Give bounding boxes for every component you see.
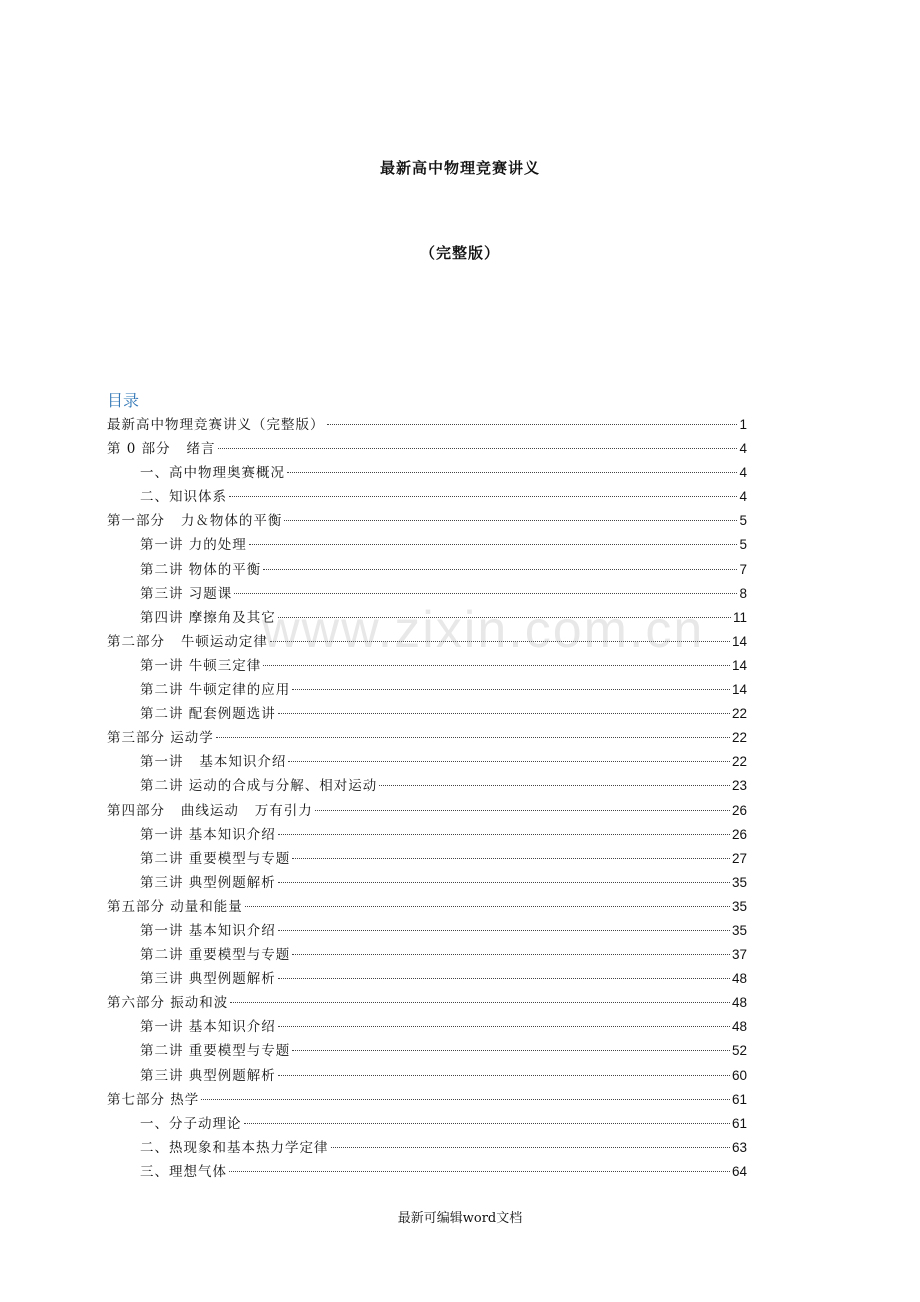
toc-entry[interactable] (107, 413, 747, 437)
document-subtitle: （完整版） (419, 244, 500, 262)
toc-entry-title: 第一讲 力的处理 (140, 537, 247, 554)
toc-dot-leader (327, 424, 738, 425)
toc-entry[interactable] (107, 606, 747, 630)
toc-entry-page: 61 (731, 1115, 747, 1131)
toc-entry[interactable] (107, 630, 747, 654)
toc-entry-page: 4 (739, 489, 747, 505)
toc-entry-title: 第一讲 基本知识介绍 (140, 826, 276, 843)
toc-entry[interactable] (107, 774, 747, 798)
toc-entry[interactable] (107, 991, 747, 1015)
toc-dot-leader (278, 617, 731, 618)
toc-entry-title: 第二讲 牛顿定律的应用 (140, 682, 291, 699)
toc-entry-page: 26 (731, 826, 747, 842)
toc-entry-title: 二、热现象和基本热力学定律 (140, 1139, 329, 1156)
toc-entry-title: 第四部分 曲线运动 万有引力 (107, 802, 313, 819)
toc-entry-title: 第七部分 热学 (107, 1091, 200, 1108)
toc-entry-page: 22 (731, 706, 747, 722)
toc-entry[interactable] (107, 895, 747, 919)
toc-entry-title: 第一讲 基本知识介绍 (140, 1019, 276, 1036)
toc-entry-title: 二、知识体系 (140, 489, 227, 506)
toc-entry-page: 5 (739, 513, 747, 529)
toc-dot-leader (234, 593, 737, 594)
toc-dot-leader (249, 544, 738, 545)
toc-entry-title: 第二讲 重要模型与专题 (140, 850, 291, 867)
toc-entry-page: 35 (731, 922, 747, 938)
toc-dot-leader (331, 1147, 730, 1148)
toc-entry-title: 第一讲 基本知识介绍 (140, 754, 287, 771)
toc-entry-page: 63 (731, 1139, 747, 1155)
toc-entry-title: 第二讲 重要模型与专题 (140, 1043, 291, 1060)
toc-entry-title: 第四讲 摩擦角及其它 (140, 609, 276, 626)
toc-entry[interactable] (107, 461, 747, 485)
toc-dot-leader (216, 737, 730, 738)
toc-entry-page: 22 (731, 730, 747, 746)
toc-dot-leader (292, 954, 730, 955)
toc-entry-page: 52 (731, 1043, 747, 1059)
toc-dot-leader (270, 641, 730, 642)
toc-entry[interactable] (107, 1088, 747, 1112)
toc-entry[interactable] (107, 582, 747, 606)
toc-entry-page: 26 (731, 802, 747, 818)
toc-entry[interactable] (107, 558, 747, 582)
toc-entry[interactable] (107, 823, 747, 847)
toc-entry-page: 48 (731, 971, 747, 987)
toc-entry-page: 14 (731, 633, 747, 649)
toc-entry-title: 第一部分 力＆物体的平衡 (107, 513, 283, 530)
toc-entry-page: 61 (731, 1091, 747, 1107)
toc-entry-page: 35 (731, 874, 747, 890)
toc-dot-leader (230, 1002, 730, 1003)
toc-entry[interactable] (107, 847, 747, 871)
toc-entry-page: 11 (732, 609, 747, 625)
toc-entry-title: 第二讲 配套例题选讲 (140, 706, 276, 723)
toc-dot-leader (278, 1075, 730, 1076)
toc-entry-page: 27 (731, 850, 747, 866)
toc-dot-leader (315, 810, 730, 811)
toc-dot-leader (278, 930, 730, 931)
toc-entry-title: 第三讲 典型例题解析 (140, 971, 276, 988)
toc-entry-page: 14 (731, 657, 747, 673)
toc-dot-leader (201, 1099, 730, 1100)
toc-dot-leader (379, 785, 730, 786)
toc-entry-page: 14 (731, 682, 747, 698)
toc-dot-leader (284, 520, 737, 521)
toc-entry-title: 第三讲 典型例题解析 (140, 874, 276, 891)
toc-entry[interactable] (107, 967, 747, 991)
toc-dot-leader (292, 1050, 730, 1051)
toc-entry[interactable] (107, 437, 747, 461)
toc-dot-leader (278, 1026, 730, 1027)
toc-entry-page: 48 (731, 995, 747, 1011)
toc-entry-page: 5 (739, 537, 747, 553)
toc-entry-title: 最新高中物理竞赛讲义（完整版） (107, 417, 325, 433)
toc-entry[interactable] (107, 1039, 747, 1063)
toc-entry-title: 第 0 部分 绪言 (107, 441, 216, 458)
toc-dot-leader (288, 761, 730, 762)
toc-dot-leader (244, 1123, 730, 1124)
toc-entry[interactable] (107, 726, 747, 750)
toc-entry[interactable] (107, 943, 747, 967)
toc-entry-title: 第二讲 物体的平衡 (140, 561, 262, 578)
toc-entry[interactable] (107, 485, 747, 509)
toc-heading: 目录 (107, 391, 140, 410)
toc-entry-title: 三、理想气体 (140, 1163, 227, 1180)
toc-entry-title: 第二讲 运动的合成与分解、相对运动 (140, 778, 378, 795)
toc-entry-title: 第一讲 牛顿三定律 (140, 657, 262, 674)
toc-entry[interactable] (107, 1136, 747, 1160)
toc-dot-leader (278, 978, 730, 979)
toc-entry-title: 第三讲 典型例题解析 (140, 1067, 276, 1084)
toc-entry-title: 一、分子动理论 (140, 1115, 242, 1132)
toc-entry-page: 23 (731, 778, 747, 794)
toc-dot-leader (229, 496, 737, 497)
toc-dot-leader (292, 689, 730, 690)
toc-entry[interactable] (107, 750, 747, 774)
toc-dot-leader (245, 906, 730, 907)
toc-entry-title: 一、高中物理奥赛概况 (140, 465, 285, 482)
toc-entry[interactable] (107, 509, 747, 533)
toc-dot-leader (218, 448, 738, 449)
toc-entry-title: 第三讲 习题课 (140, 585, 233, 602)
toc-entry[interactable] (107, 1015, 747, 1039)
toc-entry-title: 第三部分 运动学 (107, 730, 214, 747)
toc-entry-page: 48 (731, 1019, 747, 1035)
toc-entry-page: 35 (731, 898, 747, 914)
toc-entry[interactable] (107, 1112, 747, 1136)
toc-dot-leader (278, 882, 730, 883)
toc-entry[interactable] (107, 533, 747, 557)
toc-entry-page: 60 (731, 1067, 747, 1083)
page-footer: 最新可编辑word文档 (397, 1211, 523, 1226)
toc-entry-page: 4 (739, 441, 747, 457)
toc-entry-page: 8 (739, 585, 747, 601)
toc-entry[interactable] (107, 1160, 747, 1184)
toc-dot-leader (263, 665, 730, 666)
toc-dot-leader (278, 713, 730, 714)
toc-entry-title: 第二部分 牛顿运动定律 (107, 633, 268, 650)
toc-entry-title: 第五部分 动量和能量 (107, 898, 243, 915)
toc-entry-page: 4 (739, 465, 747, 481)
toc-entry-page: 64 (731, 1163, 747, 1179)
toc-entry-title: 第六部分 振动和波 (107, 995, 229, 1012)
toc-entry[interactable] (107, 919, 747, 943)
toc-dot-leader (278, 834, 730, 835)
toc-entry-title: 第一讲 基本知识介绍 (140, 922, 276, 939)
toc-entry-page: 7 (739, 561, 747, 577)
toc-entry[interactable] (107, 1064, 747, 1088)
toc-entry[interactable] (107, 799, 747, 823)
watermark: www.zixin.com.cn (262, 601, 705, 659)
document-title: 最新高中物理竞赛讲义 (379, 159, 540, 177)
toc-dot-leader (292, 858, 730, 859)
toc-entry-page: 1 (739, 417, 747, 432)
toc-dot-leader (229, 1171, 730, 1172)
toc-entry-page: 37 (731, 947, 747, 963)
toc-dot-leader (287, 472, 737, 473)
table-of-contents (107, 413, 747, 1184)
toc-entry[interactable] (107, 678, 747, 702)
toc-entry[interactable] (107, 702, 747, 726)
toc-dot-leader (263, 569, 737, 570)
toc-entry-page: 22 (731, 754, 747, 770)
toc-entry-title: 第二讲 重要模型与专题 (140, 947, 291, 964)
toc-entry[interactable] (107, 654, 747, 678)
toc-entry[interactable] (107, 871, 747, 895)
